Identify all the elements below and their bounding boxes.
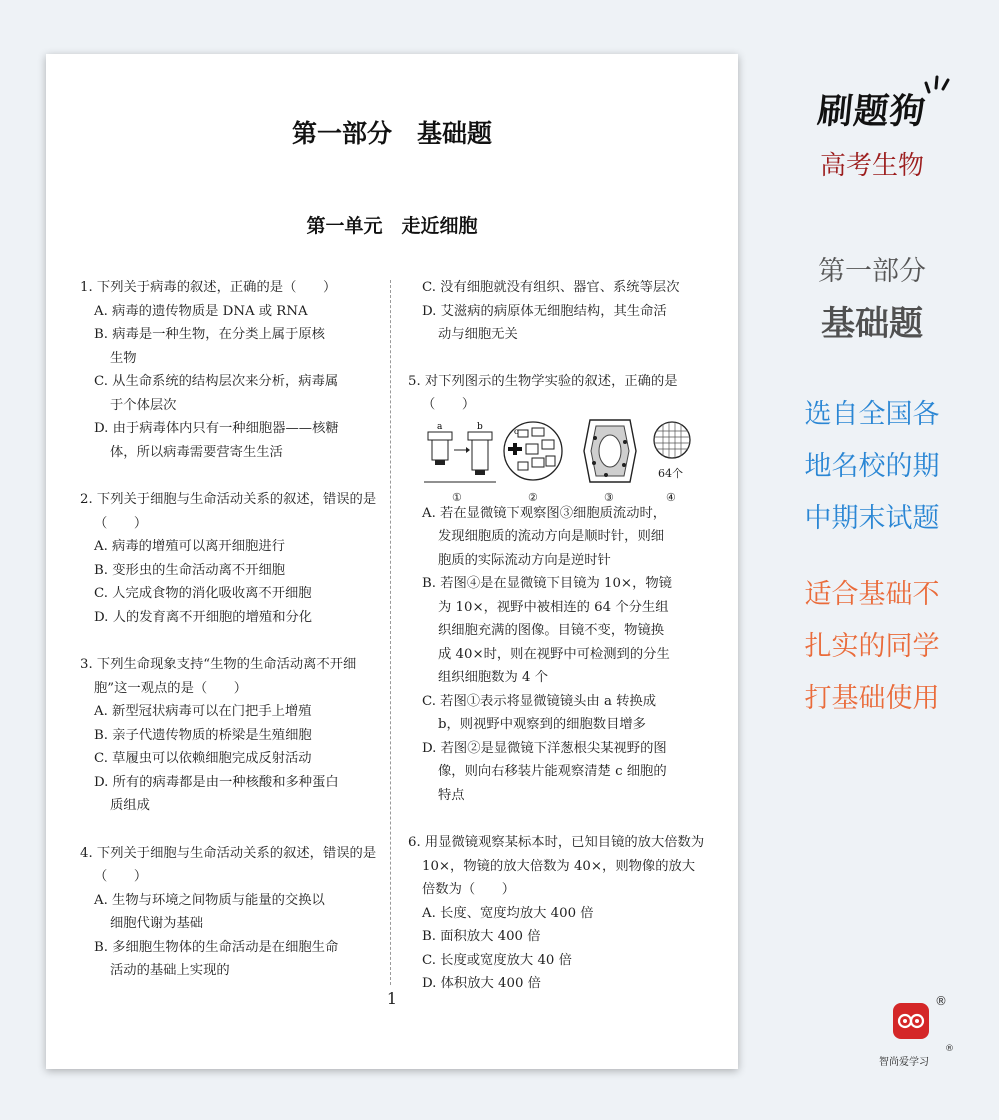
part-title: 第一部分 基础题 [291,119,492,148]
option-continuation: 于个体层次 [110,397,177,413]
option-line: D. 体积放大 400 倍 [422,976,541,991]
option-continuation: 质组成 [110,798,150,813]
question-6 [408,831,706,996]
unit-title: 第一单元 走近细胞 [306,215,478,237]
option-line: A. 生物与环境之间物质与能量的交换以 [94,892,325,908]
option-line: D. 艾滋病的病原体无细胞结构，其生命活 [422,303,667,319]
figure-number-4: ④ [666,490,676,504]
option-continuation: 细胞代谢为基础 [110,916,204,931]
question-stem: 1. 下列关于病毒的叙述，正确的是（ ） [80,280,337,295]
option-line: B. 面积放大 400 倍 [422,929,541,944]
option-line: B. 病毒是一种生物，在分类上属于原核 [94,327,325,342]
option-continuation: 特点 [438,787,465,803]
option-line: C. 草履虫可以依赖细胞完成反射活动 [94,751,312,766]
option-line: A. 新型冠状病毒可以在门把手上增殖 [94,704,312,719]
figure-number-1: ① [452,490,462,504]
option-continuation: 动与细胞无关 [438,327,518,342]
figure-number-3: ③ [604,490,614,504]
plant-cell-figure [582,416,638,504]
question-stem: 2. 下列关于细胞与生命活动关系的叙述，错误的是（ ） [80,492,377,531]
publisher-logo-icon [893,1003,929,1039]
question-2 [80,488,378,629]
question-stem: 6. 用显微镜观察某标本时，已知目镜的放大倍数为 10×，物镜的放大倍数为 40×，则物像的放大倍数为（ ） [408,835,705,897]
description-line: 选自全国各 [804,399,940,430]
source-description [745,389,999,545]
option-continuation: 胞质的实际流动方向是逆时针 [438,552,611,568]
label-b: b [477,421,483,432]
exam-page [46,54,738,1069]
meristem-cells-figure [652,420,692,504]
question-stem: 3. 下列生命现象支持“生物的生命活动离不开细胞”这一观点的是（ ） [80,657,357,696]
right-column [408,276,706,1020]
left-column [80,276,378,1007]
label-a: a [437,421,443,432]
option-line: A. 长度、宽度均放大 400 倍 [422,905,594,921]
objective-lens-figure [422,420,498,504]
description-line: 适合基础不 [804,579,940,610]
question-1 [80,276,378,464]
cell-count-label: 64个 [658,466,683,480]
question-stem: 5. 对下列图示的生物学实验的叙述，正确的是（ ） [408,373,678,412]
option-line: B. 多细胞生物体的生命活动是在细胞生命 [94,939,339,955]
option-line: D. 人的发育离不开细胞的增殖和分化 [94,609,313,625]
question-4 [80,842,378,983]
option-line: C. 若图①表示将显微镜镜头由 a 转换成 [422,693,656,709]
option-line: C. 长度或宽度放大 40 倍 [422,952,572,968]
description-line: 扎实的同学 [804,631,940,662]
part-label: 第一部分 [818,256,926,287]
option-continuation: 成 40×时，则在视野中可检测到的分生 [438,646,670,662]
subject-label: 高考生物 [819,151,924,181]
root-tip-field-figure [502,420,564,504]
option-line: A. 若在显微镜下观察图③细胞质流动时， [422,505,667,521]
publisher-name: 智尚爱学习 [879,1057,929,1068]
sidebar [745,0,999,1120]
audience-description [745,569,999,725]
option-line: D. 若图②是显微镜下洋葱根尖某视野的图 [422,740,667,756]
option-continuation: 为 10×，视野中被相连的 64 个分生组 [438,599,669,615]
figure-number-2: ② [528,490,538,504]
option-continuation: 活动的基础上实现的 [110,963,230,978]
registered-mark: ® [935,994,947,1008]
option-line: B. 若图④是在显微镜下目镜为 10×，物镜 [422,576,672,591]
label-c: c [514,426,519,436]
kind-label: 基础题 [821,304,923,344]
option-line: D. 所有的病毒都是由一种核酸和多种蛋白 [94,774,339,790]
option-continuation: 织细胞充满的图像。目镜不变，物镜换 [438,623,665,638]
option-line: B. 变形虫的生命活动离不开细胞 [94,562,286,578]
description-line: 中期末试题 [804,503,940,534]
page-number: 1 [386,989,398,1008]
q5-figures [408,420,706,504]
description-line: 地名校的期 [804,451,940,482]
option-continuation: b，则视野中观察到的细胞数目增多 [438,717,646,732]
option-continuation: 像，则向右移装片能观察清楚 c 细胞的 [438,764,667,779]
logo-text: 刷题狗 [815,92,928,132]
question-5 [408,370,706,808]
question-stem: 4. 下列关于细胞与生命活动关系的叙述，错误的是（ ） [80,845,377,884]
registered-mark-small: ® [945,1044,954,1054]
question-3 [80,653,378,818]
option-continuation: 体，所以病毒需要营寄生生活 [110,444,283,460]
q4-continued-options [408,276,706,347]
brand-logo [795,72,955,132]
option-line: B. 亲子代遗传物质的桥梁是生殖细胞 [94,727,312,743]
option-continuation: 组织细胞数为 4 个 [438,670,548,685]
option-line: D. 由于病毒体内只有一种细胞器——核糖 [94,421,339,436]
option-continuation: 生物 [110,350,137,366]
description-line: 打基础使用 [804,683,940,714]
option-line: C. 没有细胞就没有组织、器官、系统等层次 [422,280,680,295]
option-line: A. 病毒的遗传物质是 DNA 或 RNA [94,303,308,319]
option-continuation: 发现细胞质的流动方向是顺时针，则细 [438,529,665,544]
option-line: C. 人完成食物的消化吸收离不开细胞 [94,586,312,601]
option-line: C. 从生命系统的结构层次来分析，病毒属 [94,374,339,389]
column-divider [390,280,391,985]
option-line: A. 病毒的增殖可以离开细胞进行 [94,539,285,554]
